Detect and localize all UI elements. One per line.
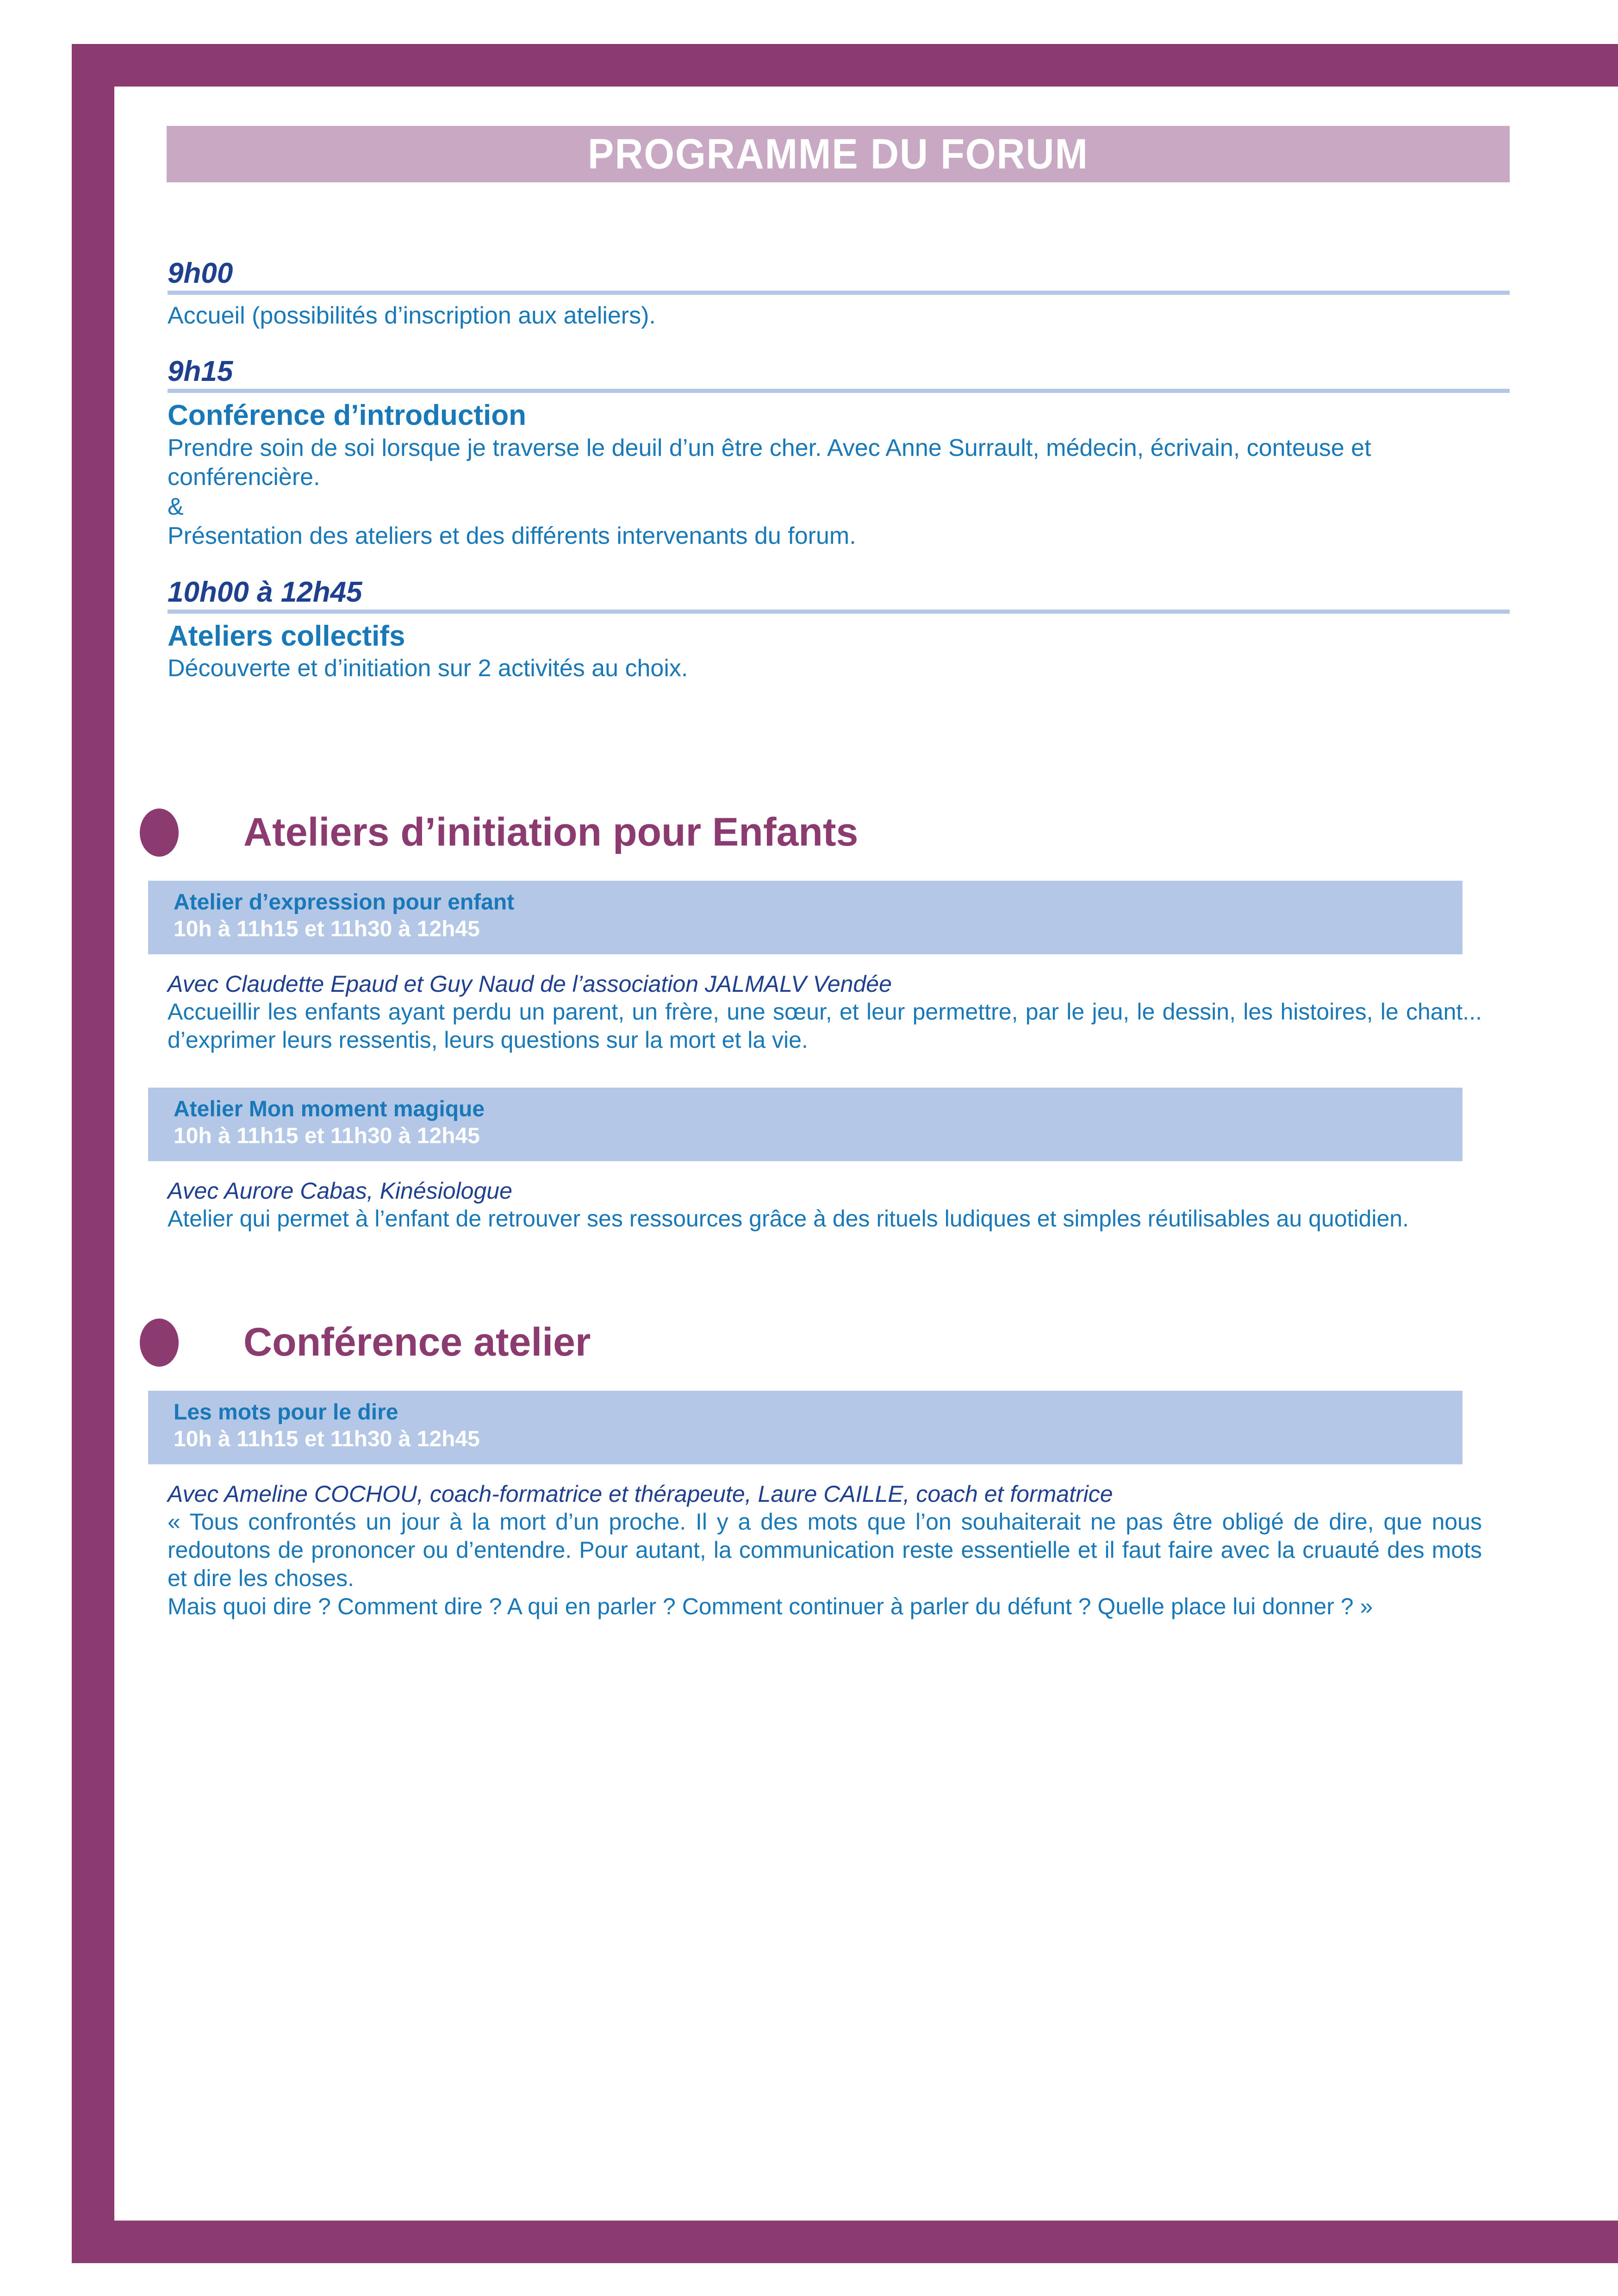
slot-time: 9h15 <box>168 355 233 388</box>
workshop-time: 10h à 11h15 et 11h30 à 12h45 <box>174 917 480 942</box>
workshop-title: Les mots pour le dire <box>174 1400 398 1425</box>
slot-body-line: Découverte et d’initiation sur 2 activités au choix. <box>168 655 688 682</box>
section-heading-enfants <box>140 809 1510 857</box>
spacer <box>168 684 1510 809</box>
slot-divider <box>168 291 1510 295</box>
slot-time: 9h00 <box>168 257 233 289</box>
workshop-facilitator: Avec Ameline COCHOU, coach-formatrice et thérapeute, Laure CAILLE, coach et formatrice <box>168 1481 1113 1507</box>
bullet-circle-icon <box>140 1319 179 1367</box>
workshop-facilitator: Avec Claudette Epaud et Guy Naud de l’association JALMALV Vendée <box>168 971 892 997</box>
spacer <box>168 1054 1510 1088</box>
workshop-band <box>148 1391 1462 1464</box>
workshop-description-continued: Mais quoi dire ? Comment dire ? A qui en parler ? Comment continuer à parler du défunt ? Quelle place lui donner ? » <box>168 1593 1373 1619</box>
schedule-slot-10h00 <box>168 578 1510 684</box>
page-frame-bottom <box>72 2221 1618 2263</box>
programme-content <box>168 259 1510 1621</box>
slot-body-line: Accueil (possibilités d’inscription aux ateliers). <box>168 302 656 329</box>
workshop-title: Atelier Mon moment magique <box>174 1096 485 1121</box>
section-title: Ateliers d’initiation pour Enfants <box>243 810 859 854</box>
slot-divider <box>168 610 1510 614</box>
slot-divider <box>168 389 1510 393</box>
workshop-time: 10h à 11h15 et 11h30 à 12h45 <box>174 1124 480 1149</box>
schedule-slot-9h00 <box>168 259 1510 330</box>
slot-heading: Conférence d’introduction <box>168 399 526 432</box>
workshop-card-mon-moment-magique <box>168 1088 1510 1233</box>
slot-body-ampersand: & <box>168 493 184 520</box>
workshop-card-expression-enfant <box>168 881 1510 1054</box>
spacer <box>168 857 1510 881</box>
workshop-description: Atelier qui permet à l’enfant de retrouver ses ressources grâce à des rituels ludiques et simples réutilisables au quotidien. <box>168 1205 1409 1232</box>
slot-time: 10h00 à 12h45 <box>168 576 362 608</box>
page-title-banner <box>167 126 1510 182</box>
workshop-description: Accueillir les enfants ayant perdu un parent, un frère, une sœur, et leur permettre, par le jeu, le dessin, les histoires, le chant... d’exprimer leurs ressentis, leurs questions sur la mort et la vie. <box>168 998 1482 1053</box>
workshop-title: Atelier d’expression pour enfant <box>174 890 515 915</box>
spacer <box>168 1233 1510 1319</box>
section-heading-conference-atelier <box>140 1319 1510 1367</box>
bullet-circle-icon <box>140 809 179 857</box>
page-frame-top <box>72 44 1618 87</box>
spacer <box>168 1367 1510 1391</box>
section-title: Conférence atelier <box>243 1320 591 1365</box>
page-title: PROGRAMME DU FORUM <box>588 130 1089 178</box>
workshop-card-les-mots-pour-le-dire <box>168 1391 1510 1621</box>
slot-heading: Ateliers collectifs <box>168 620 405 652</box>
schedule-slot-9h15 <box>168 357 1510 551</box>
slot-body-line: Présentation des ateliers et des différents intervenants du forum. <box>168 523 856 550</box>
spacer <box>168 330 1510 357</box>
workshop-time: 10h à 11h15 et 11h30 à 12h45 <box>174 1427 480 1452</box>
slot-body-line: Prendre soin de soi lorsque je traverse le deuil d’un être cher. Avec Anne Surrault, médecin, écrivain, conteuse et conférencière. <box>168 434 1371 491</box>
workshop-band <box>148 881 1462 954</box>
workshop-band <box>148 1088 1462 1161</box>
workshop-facilitator: Avec Aurore Cabas, Kinésiologue <box>168 1177 512 1204</box>
workshop-description: « Tous confrontés un jour à la mort d’un proche. Il y a des mots que l’on souhaiterait ne pas être obligé de dire, que nous redoutons de prononcer ou d’entendre. Pour autant, la communication reste essentielle et il faut faire avec la cruauté des mots et dire les choses. <box>168 1508 1482 1591</box>
spacer <box>168 551 1510 578</box>
page-frame-left <box>72 44 114 2263</box>
